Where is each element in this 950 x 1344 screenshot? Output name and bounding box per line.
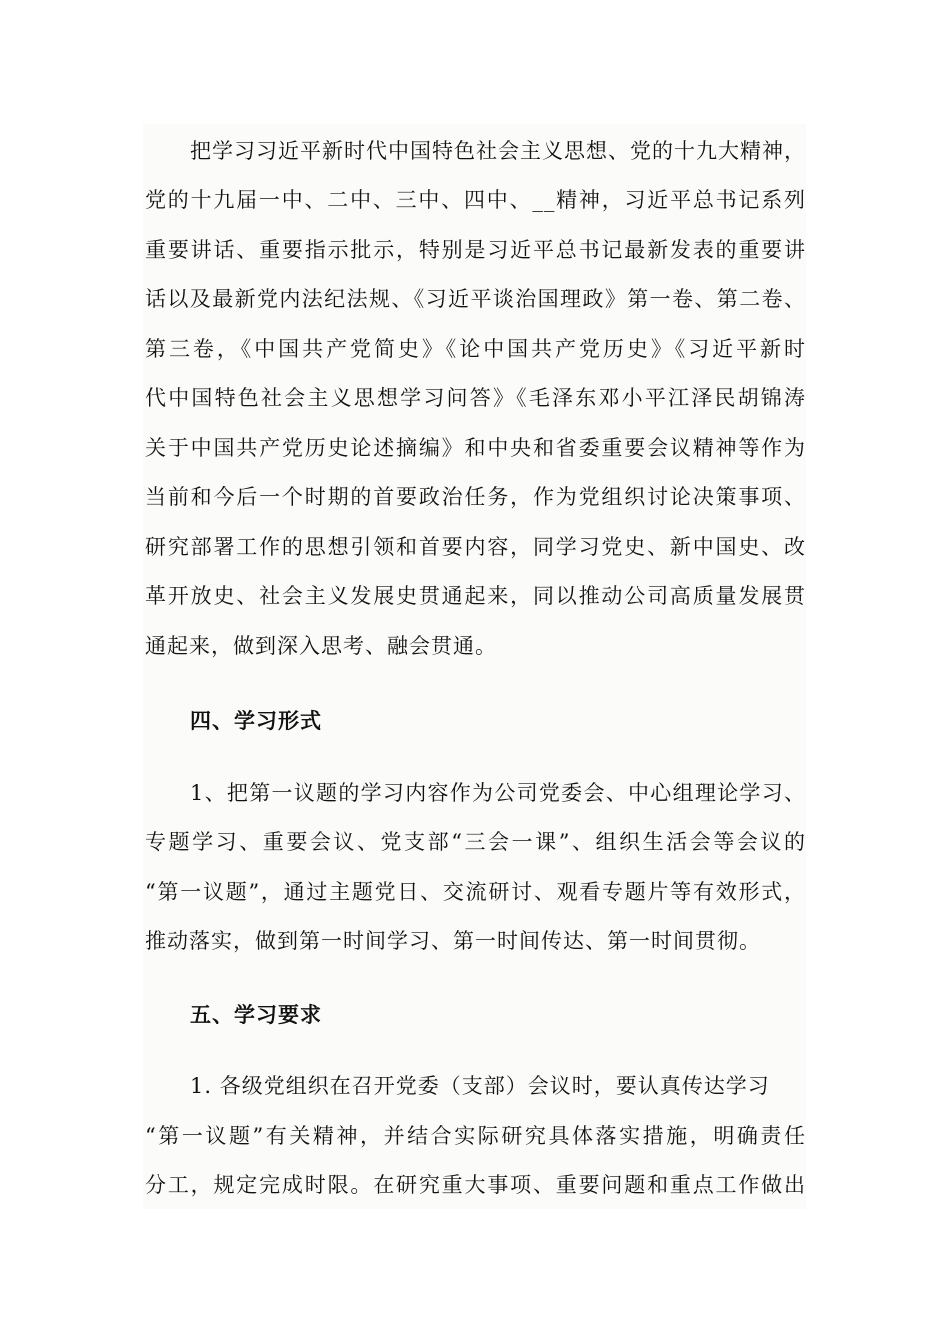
text-line: 1、把第一议题的学习内容作为公司党委会、中心组理论学习、 xyxy=(190,781,806,805)
text-line: “第一议题”，通过主题党日、交流研讨、观看专题片等有效形式， xyxy=(145,880,806,904)
text-line: 1. 各级党组织在召开党委（支部）会议时，要认真传达学习 xyxy=(190,1074,770,1098)
text-line: 代中国特色社会主义思想学习问答》《毛泽东邓小平江泽民胡锦涛 xyxy=(145,386,806,410)
text-line: 革开放史、社会主义发展史贯通起来，同以推动公司高质量发展贯 xyxy=(145,584,806,608)
text-line: “第一议题”有关精神，并结合实际研究具体落实措施，明确责任 xyxy=(145,1124,806,1148)
text-line: 把学习习近平新时代中国特色社会主义思想、党的十九大精神， xyxy=(190,139,806,163)
text-line: 研究部署工作的思想引领和首要内容，同学习党史、新中国史、改 xyxy=(145,535,806,559)
text-line: 专题学习、重要会议、党支部“三会一课”、组织生活会等会议的 xyxy=(145,830,806,854)
text-line: 重要讲话、重要指示批示，特别是习近平总书记最新发表的重要讲 xyxy=(145,238,806,262)
section-heading: 五、学习要求 xyxy=(190,1002,322,1027)
text-line: 党的十九届一中、二中、三中、四中、__精神，习近平总书记系列 xyxy=(145,188,806,212)
text-line: 话以及最新党内法纪法规、《习近平谈治国理政》第一卷、第二卷、 xyxy=(145,287,806,311)
text-line: 推动落实，做到第一时间学习、第一时间传达、第一时间贯彻。 xyxy=(145,929,761,953)
text-line: 通起来，做到深入思考、融会贯通。 xyxy=(145,634,497,658)
text-line: 分工，规定完成时限。在研究重大事项、重要问题和重点工作做出 xyxy=(145,1173,806,1197)
text-line: 当前和今后一个时期的首要政治任务，作为党组织讨论决策事项、 xyxy=(145,485,806,509)
text-line: 第三卷，《中国共产党简史》《论中国共产党历史》《习近平新时 xyxy=(145,337,806,361)
section-heading: 四、学习形式 xyxy=(190,708,322,733)
text-line: 关于中国共产党历史论述摘编》和中央和省委重要会议精神等作为 xyxy=(145,436,806,460)
